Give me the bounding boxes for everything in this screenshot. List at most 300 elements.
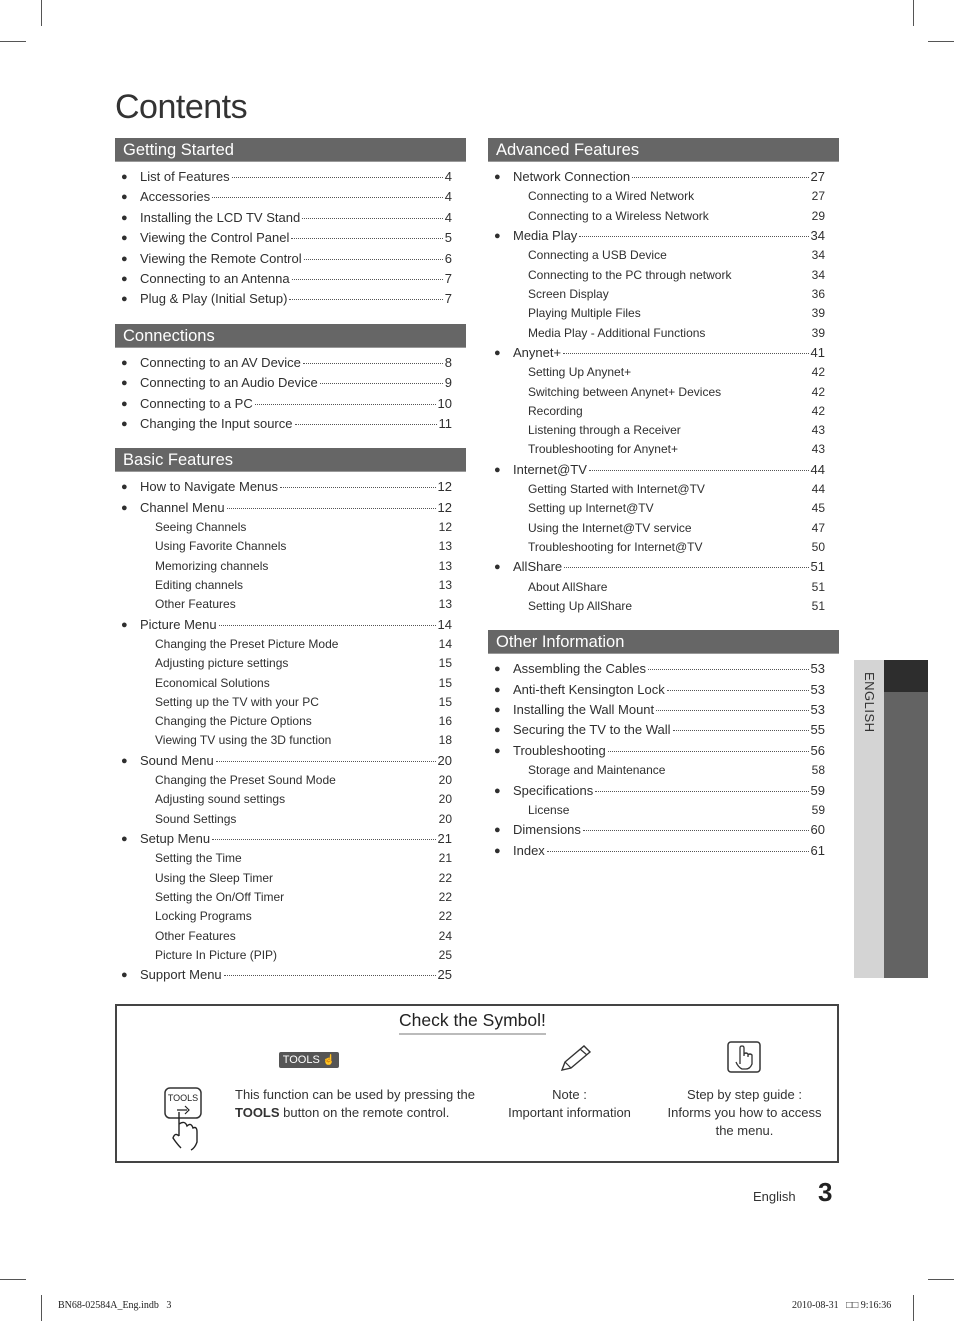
section-body <box>488 162 839 616</box>
toc-subentry <box>488 499 839 518</box>
toc-subentry <box>115 771 466 790</box>
toc-subentry-label: Using Favorite Channels <box>155 539 287 554</box>
toc-subentry <box>488 304 839 323</box>
toc-subentry <box>115 576 466 595</box>
toc-subentry-label: Viewing TV using the 3D function <box>155 733 332 748</box>
section-body <box>115 472 466 985</box>
dot-leader <box>608 741 809 752</box>
bullet-icon: ● <box>121 754 128 767</box>
toc-subentry-label: Picture In Picture (PIP) <box>155 947 278 962</box>
toc-entry-label: Connecting to a PC <box>140 395 253 411</box>
toc-entry-page: 55 <box>810 722 825 738</box>
toc-subentry <box>115 790 466 809</box>
toc-entry-label: Picture Menu <box>140 616 217 632</box>
toc-entry <box>115 965 466 985</box>
toc-subentry-page: 14 <box>438 636 452 651</box>
toc-entry <box>488 680 839 700</box>
pencil-note-icon <box>558 1044 592 1074</box>
toc-entry <box>115 751 466 771</box>
toc-subentry <box>115 946 466 965</box>
toc-entry-label: Plug & Play (Initial Setup) <box>140 291 288 307</box>
dot-leader <box>589 460 809 471</box>
toc-entry-label: Viewing the Remote Control <box>140 250 302 266</box>
dot-leader <box>564 557 808 568</box>
toc-subentry-label: Troubleshooting for Internet@TV <box>528 540 703 555</box>
toc-entry-label: Connecting to an AV Device <box>140 354 301 370</box>
toc-entry <box>488 720 839 740</box>
toc-subentry-page: 25 <box>438 947 452 962</box>
toc-entry-page: 53 <box>810 661 825 677</box>
note-line1: Note : <box>552 1087 587 1102</box>
toc-entry <box>115 353 466 373</box>
toc-entry-label: List of Features <box>140 169 230 184</box>
toc-subentry <box>115 927 466 946</box>
section-heading: Basic Features <box>115 448 466 472</box>
toc-entry-label: Channel Menu <box>140 499 225 515</box>
crop-mark <box>928 41 954 42</box>
toc-entry <box>488 343 839 363</box>
toc-subentry-label: Using the Internet@TV service <box>528 520 692 535</box>
dot-leader <box>303 353 443 364</box>
toc-entry-page: 51 <box>810 559 825 575</box>
toc-subentry-page: 34 <box>811 267 825 282</box>
toc-entry <box>115 289 466 309</box>
bullet-icon: ● <box>121 293 128 306</box>
toc-subentry-page: 34 <box>811 248 825 263</box>
toc-subentry-page: 58 <box>811 763 825 778</box>
toc-subentry <box>115 537 466 556</box>
toc-entry-label: How to Navigate Menus <box>140 479 279 495</box>
toc-subentry-page: 42 <box>811 365 825 380</box>
toc-subentry-page: 22 <box>438 909 452 924</box>
toc-subentry-label: Storage and Maintenance <box>528 763 666 778</box>
section-heading: Advanced Features <box>488 138 839 162</box>
note-description <box>487 1086 652 1122</box>
crop-mark <box>913 0 914 26</box>
toc-subentry-page: 22 <box>438 870 452 885</box>
dot-leader <box>289 289 442 300</box>
tools-desc-line2: button on the remote control. <box>279 1105 450 1120</box>
bullet-icon: ● <box>121 501 128 514</box>
toc-subentry <box>115 693 466 712</box>
toc-subentry-label: Changing the Preset Sound Mode <box>155 773 336 788</box>
toc-subentry <box>488 285 839 304</box>
toc-entry <box>115 167 466 187</box>
toc-subentry <box>115 654 466 673</box>
toc-entry <box>115 498 466 518</box>
toc-subentry <box>115 849 466 868</box>
bullet-icon: ● <box>121 272 128 285</box>
toc-entry-page: 20 <box>437 752 452 768</box>
toc-subentry <box>115 557 466 576</box>
toc-subentry <box>488 266 839 285</box>
toc-entry-page: 5 <box>444 230 452 246</box>
crop-mark <box>41 0 42 26</box>
toc-entry <box>488 460 839 480</box>
bullet-icon: ● <box>494 824 501 837</box>
toc-subentry-page: 13 <box>438 558 452 573</box>
toc-entry-page: 4 <box>444 169 452 184</box>
toc-subentry-label: Using the Sleep Timer <box>155 870 274 885</box>
toc-entry-label: Troubleshooting <box>513 742 606 758</box>
dot-leader <box>232 167 443 178</box>
toc-subentry-page: 20 <box>438 773 452 788</box>
toc-entry <box>115 394 466 414</box>
dot-leader <box>302 208 443 219</box>
toc-subentry-label: Connecting to a Wired Network <box>528 189 695 204</box>
dot-leader <box>291 228 442 239</box>
tools-badge <box>279 1052 339 1068</box>
bullet-icon: ● <box>494 683 501 696</box>
print-date-info: 2010-08-31 □□ 9:16:36 <box>792 1300 892 1311</box>
crop-mark <box>0 41 26 42</box>
bullet-icon: ● <box>121 618 128 631</box>
toc-entry <box>115 249 466 269</box>
dot-leader <box>656 700 808 711</box>
dot-leader <box>255 394 436 405</box>
toc-entry <box>115 414 466 434</box>
dot-leader <box>667 680 809 691</box>
dot-leader <box>632 167 808 178</box>
bullet-icon: ● <box>121 481 128 494</box>
tools-desc-bold: TOOLS <box>235 1105 280 1120</box>
toc-subentry-label: Memorizing channels <box>155 558 269 573</box>
bullet-icon: ● <box>121 191 128 204</box>
bullet-icon: ● <box>121 377 128 390</box>
toc-subentry-label: Locking Programs <box>155 909 252 924</box>
toc-entry-page: 6 <box>444 250 452 266</box>
toc-entry-page: 41 <box>810 344 825 360</box>
toc-subentry-label: About AllShare <box>528 579 608 594</box>
toc-entry-page: 34 <box>810 227 825 243</box>
section-body <box>488 654 839 861</box>
toc-entry-page: 12 <box>437 499 452 515</box>
toc-subentry-page: 50 <box>811 540 825 555</box>
note-line2: Important information <box>508 1105 631 1120</box>
remote-tools-button-icon <box>161 1084 209 1152</box>
toc-entry-label: Sound Menu <box>140 752 214 768</box>
toc-subentry-label: Other Features <box>155 928 236 943</box>
toc-entry-page: 4 <box>444 209 452 225</box>
toc-entry-label: Connecting to an Audio Device <box>140 375 318 391</box>
dot-leader <box>583 820 809 831</box>
crop-mark <box>913 1295 914 1321</box>
toc-entry <box>488 700 839 720</box>
bullet-icon: ● <box>121 397 128 410</box>
dot-leader <box>579 226 808 237</box>
dot-leader <box>648 659 809 670</box>
toc-subentry-label: Adjusting picture settings <box>155 656 289 671</box>
toc-subentry <box>488 519 839 538</box>
toc-subentry-page: 29 <box>811 208 825 223</box>
section-body <box>115 348 466 435</box>
step-line3: the menu. <box>715 1123 774 1138</box>
toc-subentry <box>488 187 839 206</box>
toc-subentry-page: 51 <box>811 579 825 594</box>
bullet-icon: ● <box>121 232 128 245</box>
bullet-icon: ● <box>494 744 501 757</box>
dot-leader <box>280 477 436 488</box>
toc-subentry-label: Connecting to the PC through network <box>528 267 732 282</box>
bullet-icon: ● <box>121 252 128 265</box>
toc-entry-label: Changing the Input source <box>140 415 293 431</box>
toc-subentry-page: 51 <box>811 599 825 613</box>
toc-entry-page: 12 <box>437 479 452 495</box>
toc-entry <box>488 781 839 801</box>
toc-subentry-page: 24 <box>438 928 452 943</box>
toc-entry <box>488 226 839 246</box>
footer-language: English <box>753 1189 796 1204</box>
toc-entry-page: 10 <box>437 395 452 411</box>
toc-entry-page: 7 <box>444 270 452 286</box>
toc-subentry-label: Listening through a Receiver <box>528 423 681 438</box>
toc-entry-page: 8 <box>444 354 452 370</box>
toc-subentry-page: 15 <box>438 656 452 671</box>
toc-entry-label: Support Menu <box>140 967 222 983</box>
toc-subentry <box>488 402 839 421</box>
toc-subentry <box>115 731 466 750</box>
language-tab-bar <box>884 660 928 978</box>
toc-subentry-label: Other Features <box>155 597 236 612</box>
toc-entry-page: 4 <box>444 189 452 205</box>
toc-entry-page: 14 <box>437 616 452 632</box>
step-line2: Informs you how to access <box>667 1105 822 1120</box>
toc-subentry <box>488 761 839 780</box>
toc-subentry <box>115 907 466 926</box>
toc-subentry <box>488 440 839 459</box>
section-heading: Other Information <box>488 630 839 654</box>
bullet-icon: ● <box>494 704 501 717</box>
section-body <box>115 162 466 310</box>
toc-subentry <box>115 595 466 614</box>
toc-entry <box>488 659 839 679</box>
dot-leader <box>216 751 436 762</box>
toc-subentry-page: 12 <box>438 520 452 535</box>
step-line1: Step by step guide : <box>687 1087 802 1102</box>
step-guide-icon <box>726 1040 762 1074</box>
toc-entry-label: Securing the TV to the Wall <box>513 722 671 738</box>
bullet-icon: ● <box>494 784 501 797</box>
toc-entry <box>488 167 839 187</box>
toc-subentry-label: Switching between Anynet+ Devices <box>528 384 722 399</box>
toc-subentry-page: 42 <box>811 403 825 418</box>
toc-subentry <box>115 518 466 537</box>
section-heading: Getting Started <box>115 138 466 162</box>
toc-subentry <box>488 578 839 597</box>
dot-leader <box>304 249 443 260</box>
toc-subentry-page: 59 <box>811 802 825 817</box>
dot-leader <box>563 343 808 354</box>
toc-subentry-label: Editing channels <box>155 577 244 592</box>
toc-subentry-page: 13 <box>438 597 452 612</box>
toc-entry <box>115 477 466 497</box>
toc-subentry <box>115 810 466 829</box>
bullet-icon: ● <box>494 171 501 183</box>
crop-mark <box>41 1295 42 1321</box>
dot-leader <box>292 269 443 280</box>
toc-left-column <box>115 138 466 1000</box>
toc-subentry-label: Getting Started with Internet@TV <box>528 482 705 497</box>
section-heading: Connections <box>115 324 466 348</box>
dot-leader <box>295 414 437 425</box>
dot-leader <box>595 781 808 792</box>
bullet-icon: ● <box>494 561 501 574</box>
toc-entry-page: 27 <box>810 169 825 184</box>
bullet-icon: ● <box>121 969 128 982</box>
toc-subentry <box>488 246 839 265</box>
toc-subentry <box>115 869 466 888</box>
toc-subentry <box>488 480 839 499</box>
toc-subentry <box>488 324 839 343</box>
toc-entry-page: 44 <box>810 461 825 477</box>
step-guide-description <box>657 1086 832 1140</box>
toc-entry-label: Installing the LCD TV Stand <box>140 209 301 225</box>
toc-subentry-label: Playing Multiple Files <box>528 306 641 321</box>
toc-subentry-page: 15 <box>438 694 452 709</box>
toc-subentry-label: Changing the Picture Options <box>155 714 312 729</box>
language-tab-marker <box>884 660 928 692</box>
dot-leader <box>212 187 443 198</box>
toc-entry <box>115 187 466 207</box>
toc-subentry-page: 44 <box>811 482 825 497</box>
toc-subentry-label: License <box>528 802 570 817</box>
toc-entry <box>488 820 839 840</box>
toc-entry-page: 53 <box>810 681 825 697</box>
dot-leader <box>320 373 443 384</box>
toc-subentry-label: Troubleshooting for Anynet+ <box>528 442 678 457</box>
toc-subentry-page: 13 <box>438 539 452 554</box>
symbol-legend-box <box>115 1004 839 1163</box>
toc-entry-label: AllShare <box>513 559 563 575</box>
toc-entry-page: 53 <box>810 702 825 718</box>
toc-entry-label: Viewing the Control Panel <box>140 230 290 246</box>
toc-entry <box>488 557 839 577</box>
toc-subentry-page: 13 <box>438 577 452 592</box>
toc-subentry-page: 39 <box>811 306 825 321</box>
crop-mark <box>0 1279 26 1280</box>
toc-entry-label: Media Play <box>513 227 578 243</box>
page-number: 3 <box>818 1177 833 1207</box>
toc-subentry-page: 20 <box>438 811 452 826</box>
toc-entry-label: Network Connection <box>513 169 631 184</box>
toc-entry <box>115 615 466 635</box>
toc-entry-label: Anti-theft Kensington Lock <box>513 681 665 697</box>
dot-leader <box>212 829 435 840</box>
toc-entry-label: Connecting to an Antenna <box>140 270 290 286</box>
toc-subentry <box>115 674 466 693</box>
toc-subentry-label: Media Play - Additional Functions <box>528 325 706 340</box>
toc-subentry-label: Adjusting sound settings <box>155 792 286 807</box>
toc-subentry <box>488 207 839 226</box>
toc-entry-page: 59 <box>810 782 825 798</box>
toc-entry <box>488 841 839 861</box>
toc-entry-page: 56 <box>810 742 825 758</box>
toc-subentry <box>115 712 466 731</box>
bullet-icon: ● <box>494 346 501 359</box>
toc-entry-page: 21 <box>437 831 452 847</box>
toc-subentry-label: Connecting to a Wireless Network <box>528 208 709 223</box>
toc-subentry <box>115 888 466 907</box>
toc-subentry-page: 21 <box>438 851 452 866</box>
toc-entry-label: Accessories <box>140 189 211 205</box>
toc-entry <box>115 269 466 289</box>
toc-entry <box>488 741 839 761</box>
toc-subentry-page: 22 <box>438 890 452 904</box>
bullet-icon: ● <box>494 724 501 737</box>
toc-subentry <box>488 383 839 402</box>
toc-subentry-page: 43 <box>811 442 825 457</box>
toc-subentry-label: Setting up the TV with your PC <box>155 694 319 709</box>
bullet-icon: ● <box>494 463 501 476</box>
bullet-icon: ● <box>121 171 128 183</box>
remote-tools-label: TOOLS <box>167 1093 199 1103</box>
page-title: Contents <box>115 88 248 126</box>
dot-leader <box>227 498 436 509</box>
toc-subentry-page: 27 <box>811 189 825 204</box>
tools-description <box>235 1086 495 1122</box>
dot-leader <box>673 720 809 731</box>
language-tab-label: ENGLISH <box>862 672 877 733</box>
toc-subentry-page: 47 <box>811 520 825 535</box>
toc-subentry <box>488 421 839 440</box>
toc-subentry-page: 43 <box>811 423 825 438</box>
toc-entry-page: 25 <box>437 967 452 983</box>
crop-mark <box>928 1279 954 1280</box>
toc-entry <box>115 373 466 393</box>
toc-subentry-label: Setting Up AllShare <box>528 599 633 613</box>
toc-entry-page: 60 <box>810 822 825 838</box>
toc-subentry-label: Sound Settings <box>155 811 237 826</box>
toc-subentry-label: Seeing Channels <box>155 520 247 535</box>
bullet-icon: ● <box>494 229 501 242</box>
toc-subentry <box>488 597 839 616</box>
toc-entry <box>115 829 466 849</box>
toc-subentry-page: 16 <box>438 714 452 729</box>
toc-entry-label: Anynet+ <box>513 344 562 360</box>
toc-subentry-page: 42 <box>811 384 825 399</box>
bullet-icon: ● <box>121 417 128 430</box>
toc-entry-page: 11 <box>438 415 452 431</box>
toc-entry-label: Setup Menu <box>140 831 211 847</box>
toc-subentry-label: Screen Display <box>528 286 609 301</box>
toc-subentry <box>488 363 839 382</box>
toc-entry-label: Installing the Wall Mount <box>513 702 655 718</box>
tools-desc-line1: This function can be used by pressing the <box>235 1087 475 1102</box>
toc-subentry-page: 45 <box>811 501 825 516</box>
print-file-info: BN68-02584A_Eng.indb 3 <box>58 1300 172 1311</box>
toc-subentry-label: Setting Up Anynet+ <box>528 365 632 380</box>
toc-subentry <box>115 635 466 654</box>
toc-subentry-page: 15 <box>438 675 452 690</box>
dot-leader <box>219 615 436 626</box>
bullet-icon: ● <box>494 663 501 676</box>
toc-subentry-label: Changing the Preset Picture Mode <box>155 636 339 651</box>
toc-right-column <box>488 138 839 875</box>
toc-subentry-label: Economical Solutions <box>155 675 270 690</box>
bullet-icon: ● <box>121 211 128 224</box>
toc-entry-label: Internet@TV <box>513 461 587 477</box>
bullet-icon: ● <box>121 833 128 846</box>
toc-subentry-label: Setting up Internet@TV <box>528 501 654 516</box>
toc-entry-page: 7 <box>444 291 452 307</box>
toc-entry <box>115 208 466 228</box>
toc-subentry-label: Recording <box>528 403 583 418</box>
bullet-icon: ● <box>494 844 501 857</box>
bullet-icon: ● <box>121 356 128 369</box>
toc-entry-page: 61 <box>810 842 825 858</box>
toc-subentry-page: 18 <box>438 733 452 748</box>
dot-leader <box>224 965 436 976</box>
